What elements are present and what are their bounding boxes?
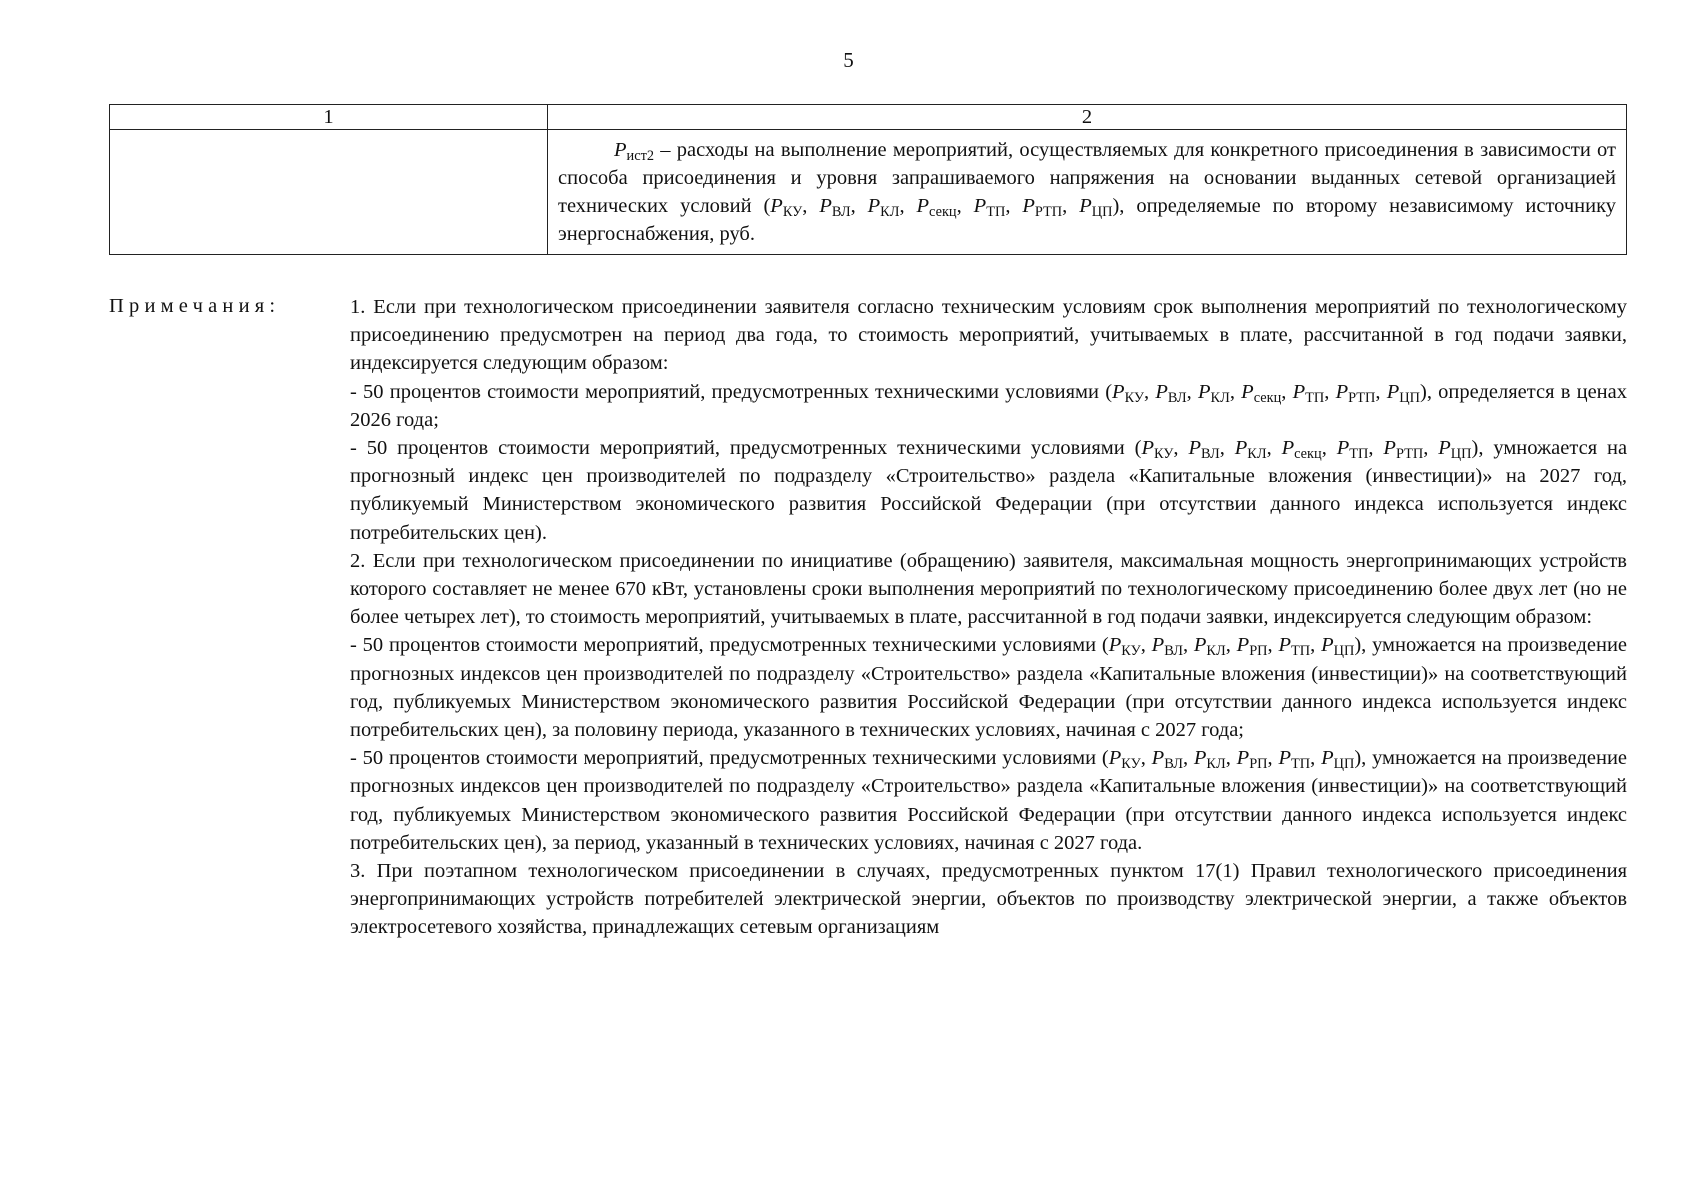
- symbol-p-КЛ: $P_{КЛ}$: [1193, 634, 1226, 660]
- symbol-p-ЦП: $P_{ЦП}$: [1321, 747, 1355, 773]
- symbol-p-ТП: $P_{ТП}$: [1336, 437, 1369, 463]
- definition-text-b: ), определяемые по второму независимому источнику энергоснабжения, руб.: [558, 195, 1617, 245]
- table-row: [110, 130, 1627, 255]
- note-2-bullet-2: - 50 процентов стоимости мероприятий, предусмотренных техническими условиями ($P_{КУ}$, $P_{ВЛ}$, $P_{КЛ}$, $P_{РП}$, $P_{ТП}$, $P_{ЦП}$), умножается на произведение прогнозных индексов цен производителей по подразделу «Строительство» раздела «Капитальные вложения (инвестиции)» на соответствующий год, публикуемых Министерством экономического развития Российской Федерации (при отсутствии данного индекса используется индекс потребительских цен), за период, указанный в технических условиях, начиная с 2027 года.: [350, 747, 1628, 854]
- symbol-p-ВЛ: $P_{ВЛ}$: [1155, 380, 1187, 406]
- formula-table: [109, 104, 1627, 255]
- symbol-list: $P_{КУ}$, $P_{ВЛ}$, $P_{КЛ}$, $P_{секц}$, $P_{ТП}$, $P_{РТП}$, $P_{ЦП}$: [1112, 380, 1420, 406]
- symbol-p-РТП: $P_{РТП}$: [1383, 437, 1424, 463]
- note-3: 3. При поэтапном технологическом присоединении в случаях, предусмотренных пунктом 17(1) Правил технологического присоединения энергопринимающих устройств потребителей электрической энергии, объектов по производству электрической энергии, а также объектов электросетевого хозяйства, принадлежащих сетевым организациям: [350, 860, 1627, 939]
- symbol-p-секц: $P_{секц}$: [1241, 380, 1282, 406]
- symbol-p-КУ: $P_{КУ}$: [770, 195, 803, 220]
- symbol-p-ist2: $P_{ист2}$: [614, 139, 655, 164]
- symbol-p-ЦП: $P_{ЦП}$: [1079, 195, 1113, 220]
- page-number: 5: [843, 48, 854, 72]
- symbol-p-КЛ: $P_{КЛ}$: [1193, 747, 1226, 773]
- table-cell-definition: [548, 130, 1627, 255]
- symbol-p-РТП: $P_{РТП}$: [1022, 195, 1063, 220]
- symbol-p-секц: $P_{секц}$: [916, 195, 957, 220]
- symbol-p-РП: $P_{РП}$: [1236, 747, 1268, 773]
- notes-body: [350, 293, 1627, 942]
- symbol-p-КУ: $P_{КУ}$: [1108, 747, 1141, 773]
- symbol-list: $P_{КУ}$, $P_{ВЛ}$, $P_{КЛ}$, $P_{РП}$, $P_{ТП}$, $P_{ЦП}$: [1108, 747, 1355, 773]
- symbol-p-ТП: $P_{ТП}$: [1292, 380, 1325, 406]
- definition-text-a: – расходы на выполнение мероприятий, осуществляемых для конкретного присоединения в зависимости от способа присоединения и уровня запрашиваемого напряжения на основании выданных сетевой организацией технических условий (: [558, 139, 1616, 217]
- symbol-list: $P_{КУ}$, $P_{ВЛ}$, $P_{КЛ}$, $P_{РП}$, $P_{ТП}$, $P_{ЦП}$: [1108, 634, 1355, 660]
- symbol-p-КЛ: $P_{КЛ}$: [1234, 437, 1267, 463]
- symbol-p-ТП: $P_{ТП}$: [1278, 634, 1311, 660]
- symbol-p-секц: $P_{секц}$: [1281, 437, 1322, 463]
- symbol-p-ТП: $P_{ТП}$: [1278, 747, 1311, 773]
- symbol-p-ВЛ: $P_{ВЛ}$: [819, 195, 851, 220]
- note-2-intro: 2. Если при технологическом присоединении по инициативе (обращению) заявителя, максимальная мощность энергопринимающих устройств которого составляет не менее 670 кВт, установлены сроки выполнения мероприятий по технологическому присоединению более двух лет (но не более четырех лет), то стоимость мероприятий, учитываемых в плате, рассчитанной в год подачи заявки, индексируется следующим образом:: [350, 549, 1627, 629]
- symbol-p-КУ: $P_{КУ}$: [1108, 634, 1141, 660]
- symbol-p-ТП: $P_{ТП}$: [973, 195, 1006, 220]
- table-header-col1: 1: [110, 105, 548, 130]
- symbol-p-ЦП: $P_{ЦП}$: [1321, 634, 1355, 660]
- symbol-p-ЦП: $P_{ЦП}$: [1386, 380, 1420, 406]
- note-2-bullet-1: - 50 процентов стоимости мероприятий, предусмотренных техническими условиями ($P_{КУ}$, $P_{ВЛ}$, $P_{КЛ}$, $P_{РП}$, $P_{ТП}$, $P_{ЦП}$), умножается на произведение прогнозных индексов цен производителей по подразделу «Строительство» раздела «Капитальные вложения (инвестиции)» на соответствующий год, публикуемых Министерством экономического развития Российской Федерации (при отсутствии данного индекса используется индекс потребительских цен), за половину периода, указанного в технических условиях, начиная с 2027 года;: [350, 634, 1628, 742]
- note-1-bullet-1: - 50 процентов стоимости мероприятий, предусмотренных техническими условиями ($P_{КУ}$, $P_{ВЛ}$, $P_{КЛ}$, $P_{секц}$, $P_{ТП}$, $P_{РТП}$, $P_{ЦП}$), определяется в ценах 2026 года;: [350, 380, 1627, 431]
- note-1-intro: 1. Если при технологическом присоединении заявителя согласно техническим условиям срок выполнения мероприятий по технологическому присоединению предусмотрен на период два года, то стоимость мероприятий, учитываемых в плате, рассчитанной в год подачи заявки, индексируется следующим образом:: [350, 296, 1627, 375]
- notes-label: Примечания:: [109, 295, 281, 317]
- symbol-p-КУ: $P_{КУ}$: [1141, 437, 1174, 463]
- table-cell-col1: [110, 130, 548, 255]
- note-1-bullet-2: - 50 процентов стоимости мероприятий, предусмотренных техническими условиями ($P_{КУ}$, $P_{ВЛ}$, $P_{КЛ}$, $P_{секц}$, $P_{ТП}$, $P_{РТП}$, $P_{ЦП}$), умножается на прогнозный индекс цен производителей по подразделу «Строительство» раздела «Капитальные вложения (инвестиции)» на 2027 год, публикуемый Министерством экономического развития Российской Федерации (при отсутствии данного индекса используется индекс потребительских цен).: [350, 437, 1628, 544]
- symbol-p-КУ: $P_{КУ}$: [1112, 380, 1145, 406]
- symbol-p-РТП: $P_{РТП}$: [1335, 380, 1376, 406]
- symbol-list: $P_{КУ}$, $P_{ВЛ}$, $P_{КЛ}$, $P_{секц}$, $P_{ТП}$, $P_{РТП}$, $P_{ЦП}$: [1141, 437, 1472, 463]
- table-header-row: [110, 105, 1627, 130]
- symbol-p-РП: $P_{РП}$: [1236, 634, 1268, 660]
- symbol-p-ЦП: $P_{ЦП}$: [1438, 437, 1472, 463]
- symbol-p-КЛ: $P_{КЛ}$: [1197, 380, 1230, 406]
- table-header-col2: 2: [548, 105, 1627, 130]
- symbol-list: $P_{КУ}$, $P_{ВЛ}$, $P_{КЛ}$, $P_{секц}$, $P_{ТП}$, $P_{РТП}$, $P_{ЦП}$: [770, 195, 1113, 220]
- symbol-p-КЛ: $P_{КЛ}$: [867, 195, 900, 220]
- symbol-p-ВЛ: $P_{ВЛ}$: [1151, 634, 1183, 660]
- symbol-p-ВЛ: $P_{ВЛ}$: [1188, 437, 1220, 463]
- symbol-p-ВЛ: $P_{ВЛ}$: [1151, 747, 1183, 773]
